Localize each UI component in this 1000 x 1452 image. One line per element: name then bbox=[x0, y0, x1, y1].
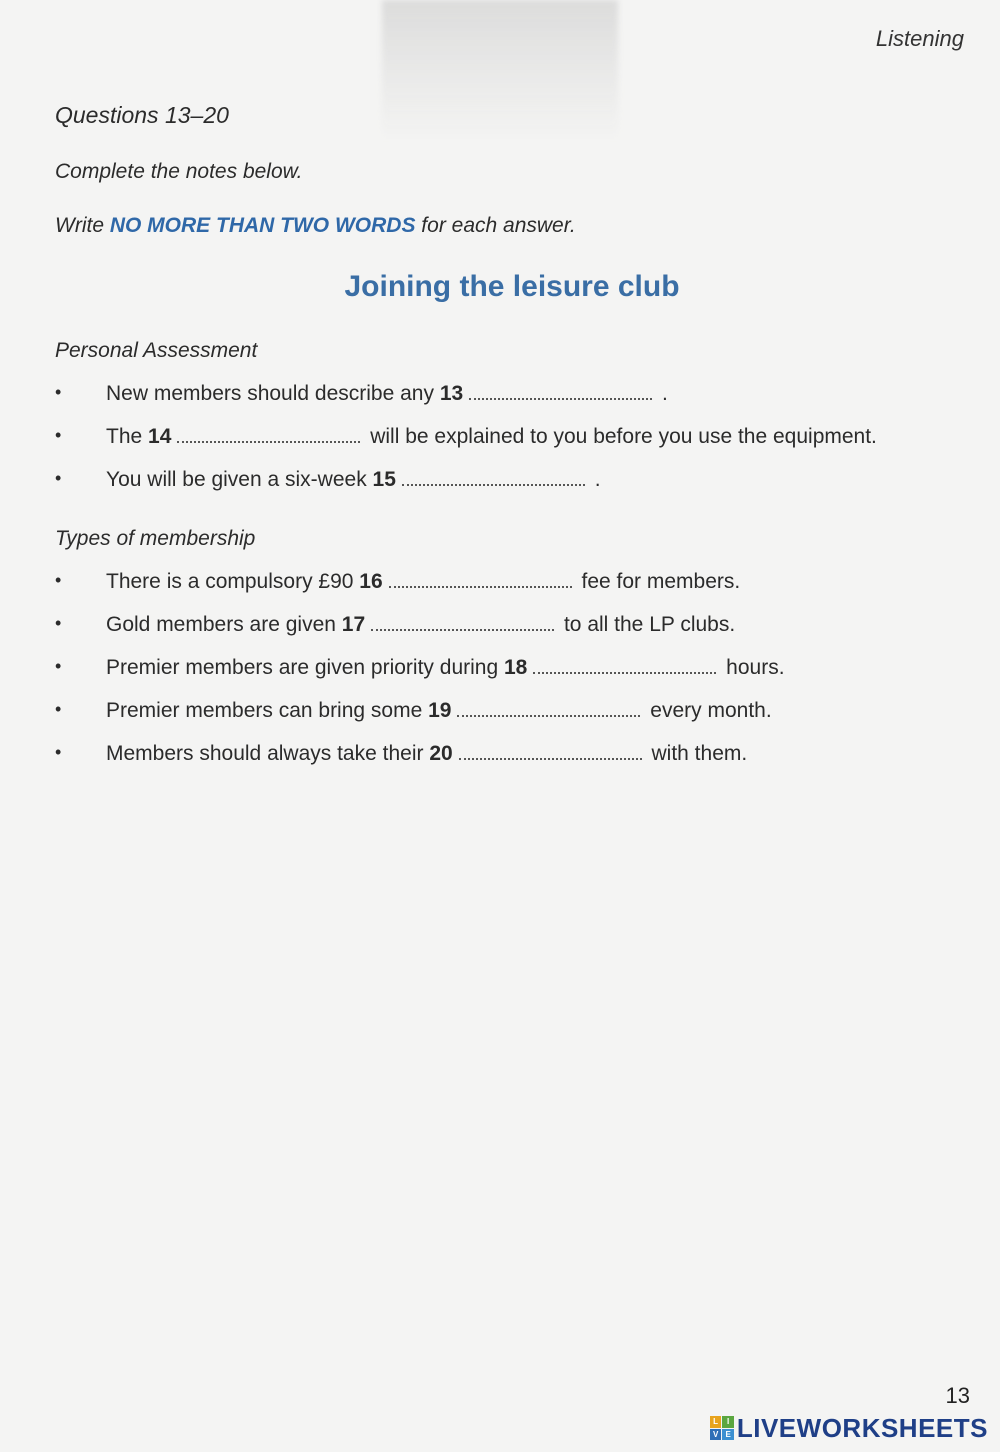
answer-blank-15[interactable] bbox=[402, 470, 585, 486]
note-text-after: hours. bbox=[720, 656, 785, 679]
questions-range: Questions 13–20 bbox=[55, 102, 229, 128]
note-text-before: Members should always take their bbox=[106, 742, 430, 765]
instruction-emphasis: NO MORE THAN TWO WORDS bbox=[109, 214, 416, 237]
bullet: • bbox=[55, 468, 62, 488]
bullet: • bbox=[55, 570, 62, 590]
instruction-prefix: Write bbox=[55, 214, 110, 237]
bullet: • bbox=[55, 425, 62, 445]
answer-blank-17[interactable] bbox=[371, 615, 554, 631]
note-text-after: . bbox=[588, 468, 601, 491]
bullet: • bbox=[55, 656, 62, 676]
bullet: • bbox=[55, 613, 62, 633]
bullet: • bbox=[55, 742, 62, 762]
instruction-complete-notes: Complete the notes below. bbox=[55, 160, 303, 183]
section-heading-personal-assessment: Personal Assessment bbox=[55, 339, 258, 362]
logo-letter: E bbox=[722, 1429, 734, 1441]
note-text-before: Premier members can bring some bbox=[106, 699, 429, 722]
logo-letter: L bbox=[710, 1416, 722, 1428]
logo-letter: V bbox=[710, 1429, 722, 1441]
section-label: Listening bbox=[875, 26, 964, 51]
instruction-suffix: for each answer. bbox=[415, 214, 576, 237]
note-text-after: will be explained to you before you use the equipment. bbox=[364, 425, 877, 448]
note-text-before: The bbox=[106, 425, 149, 448]
answer-blank-16[interactable] bbox=[389, 572, 572, 588]
question-number-17: 17 bbox=[341, 613, 366, 636]
question-number-20: 20 bbox=[429, 742, 453, 765]
bullet: • bbox=[55, 699, 62, 719]
section-heading-types-of-membership: Types of membership bbox=[55, 527, 256, 550]
watermark-text: LIVEWORKSHEETS bbox=[736, 1412, 988, 1443]
question-number-15: 15 bbox=[372, 468, 396, 491]
logo-letter: I bbox=[722, 1416, 734, 1428]
scan-shadow bbox=[382, 0, 618, 140]
answer-blank-13[interactable] bbox=[469, 384, 652, 400]
note-text-before: New members should describe any bbox=[106, 382, 440, 405]
note-text-after: every month. bbox=[644, 699, 772, 722]
note-text-after: . bbox=[656, 382, 668, 405]
liveworksheets-watermark bbox=[710, 1411, 988, 1445]
answer-blank-14[interactable] bbox=[177, 427, 360, 443]
question-number-13: 13 bbox=[439, 382, 464, 405]
note-text-before: You will be given a six-week bbox=[106, 468, 373, 491]
note-text-after: with them. bbox=[645, 742, 748, 765]
page-number: 13 bbox=[945, 1383, 970, 1408]
bullet: • bbox=[55, 382, 62, 402]
notes-title: Joining the leisure club bbox=[344, 270, 680, 303]
question-number-14: 14 bbox=[148, 425, 172, 448]
answer-blank-20[interactable] bbox=[459, 744, 642, 760]
answer-blank-18[interactable] bbox=[533, 658, 716, 674]
note-text-after: fee for members. bbox=[575, 570, 741, 593]
note-text-before: Gold members are given bbox=[106, 613, 342, 636]
question-number-16: 16 bbox=[359, 570, 383, 593]
instruction-word-limit bbox=[55, 214, 576, 238]
question-number-18: 18 bbox=[503, 656, 528, 679]
note-text-before: Premier members are given priority during bbox=[106, 656, 504, 679]
liveworksheets-logo-icon bbox=[710, 1416, 734, 1440]
question-number-19: 19 bbox=[428, 699, 452, 722]
answer-blank-19[interactable] bbox=[457, 701, 640, 717]
note-text-after: to all the LP clubs. bbox=[558, 613, 736, 636]
note-text-before: There is a compulsory £90 bbox=[106, 570, 360, 593]
